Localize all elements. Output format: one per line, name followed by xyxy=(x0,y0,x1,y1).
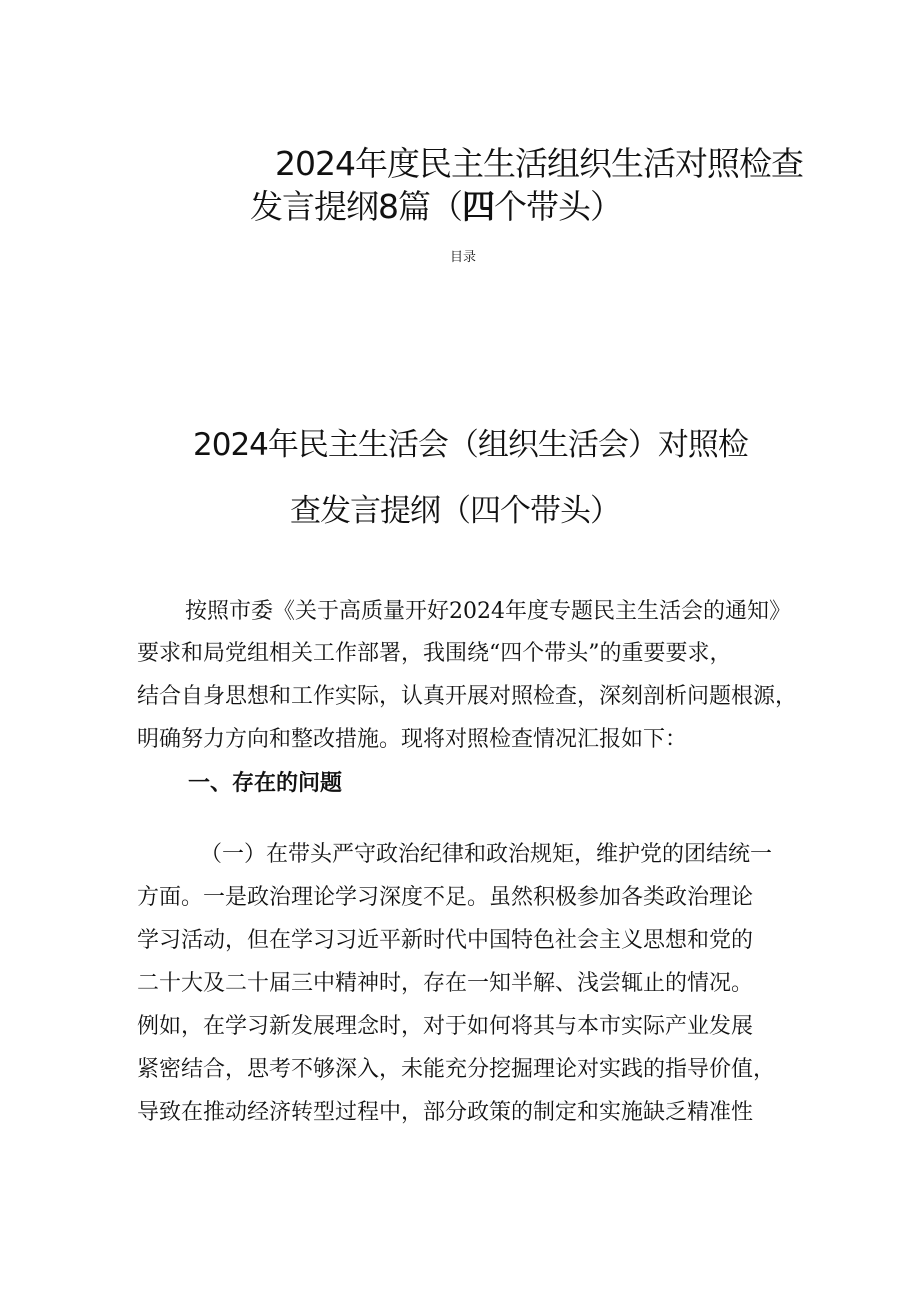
intro-line-1: 按照市委《关于高质量开好2024年度专题民主生活会的通知》 xyxy=(185,599,791,624)
section-heading: 一、存在的问题 xyxy=(188,771,343,796)
toc-label: 目录 xyxy=(450,250,477,265)
document-title-line-1: 2024年度民主生活组织生活对照检查 xyxy=(275,144,803,183)
body-line-2: 方面。一是政治理论学习深度不足。虽然积极参加各类政治理论 xyxy=(137,885,754,910)
body-line-5: 例如，在学习新发展理念时，对于如何将其与本市实际产业发展 xyxy=(137,1014,754,1039)
title-bold-char: 四 xyxy=(462,187,494,226)
article-title-line-2: 查发言提纲（四个带头） xyxy=(290,493,620,529)
body-line-4: 二十大及二十届三中精神时，存在一知半解、浅尝辄止的情况。 xyxy=(137,971,754,996)
intro-line-2: 要求和局党组相关工作部署，我围绕“四个带头”的重要要求， xyxy=(137,641,732,666)
article-title-line-1: 2024年民主生活会（组织生活会）对照检 xyxy=(193,427,748,463)
document-title-line-2 xyxy=(250,181,622,228)
body-line-6: 紧密结合，思考不够深入，未能充分挖掘理论对实践的指导价值， xyxy=(137,1057,776,1082)
title-prefix: 发言提纲8篇（ xyxy=(250,187,462,226)
intro-line-3: 结合自身思想和工作实际，认真开展对照检查，深刻剖析问题根源， xyxy=(137,684,798,709)
body-line-3: 学习活动，但在学习习近平新时代中国特色社会主义思想和党的 xyxy=(137,928,754,953)
intro-line-4: 明确努力方向和整改措施。现将对照检查情况汇报如下： xyxy=(137,727,688,752)
body-line-1: （一）在带头严守政治纪律和政治规矩，维护党的团结统一 xyxy=(200,842,773,867)
title-suffix: 个带头） xyxy=(494,187,622,226)
body-line-7: 导致在推动经济转型过程中，部分政策的制定和实施缺乏精准性 xyxy=(137,1100,754,1125)
